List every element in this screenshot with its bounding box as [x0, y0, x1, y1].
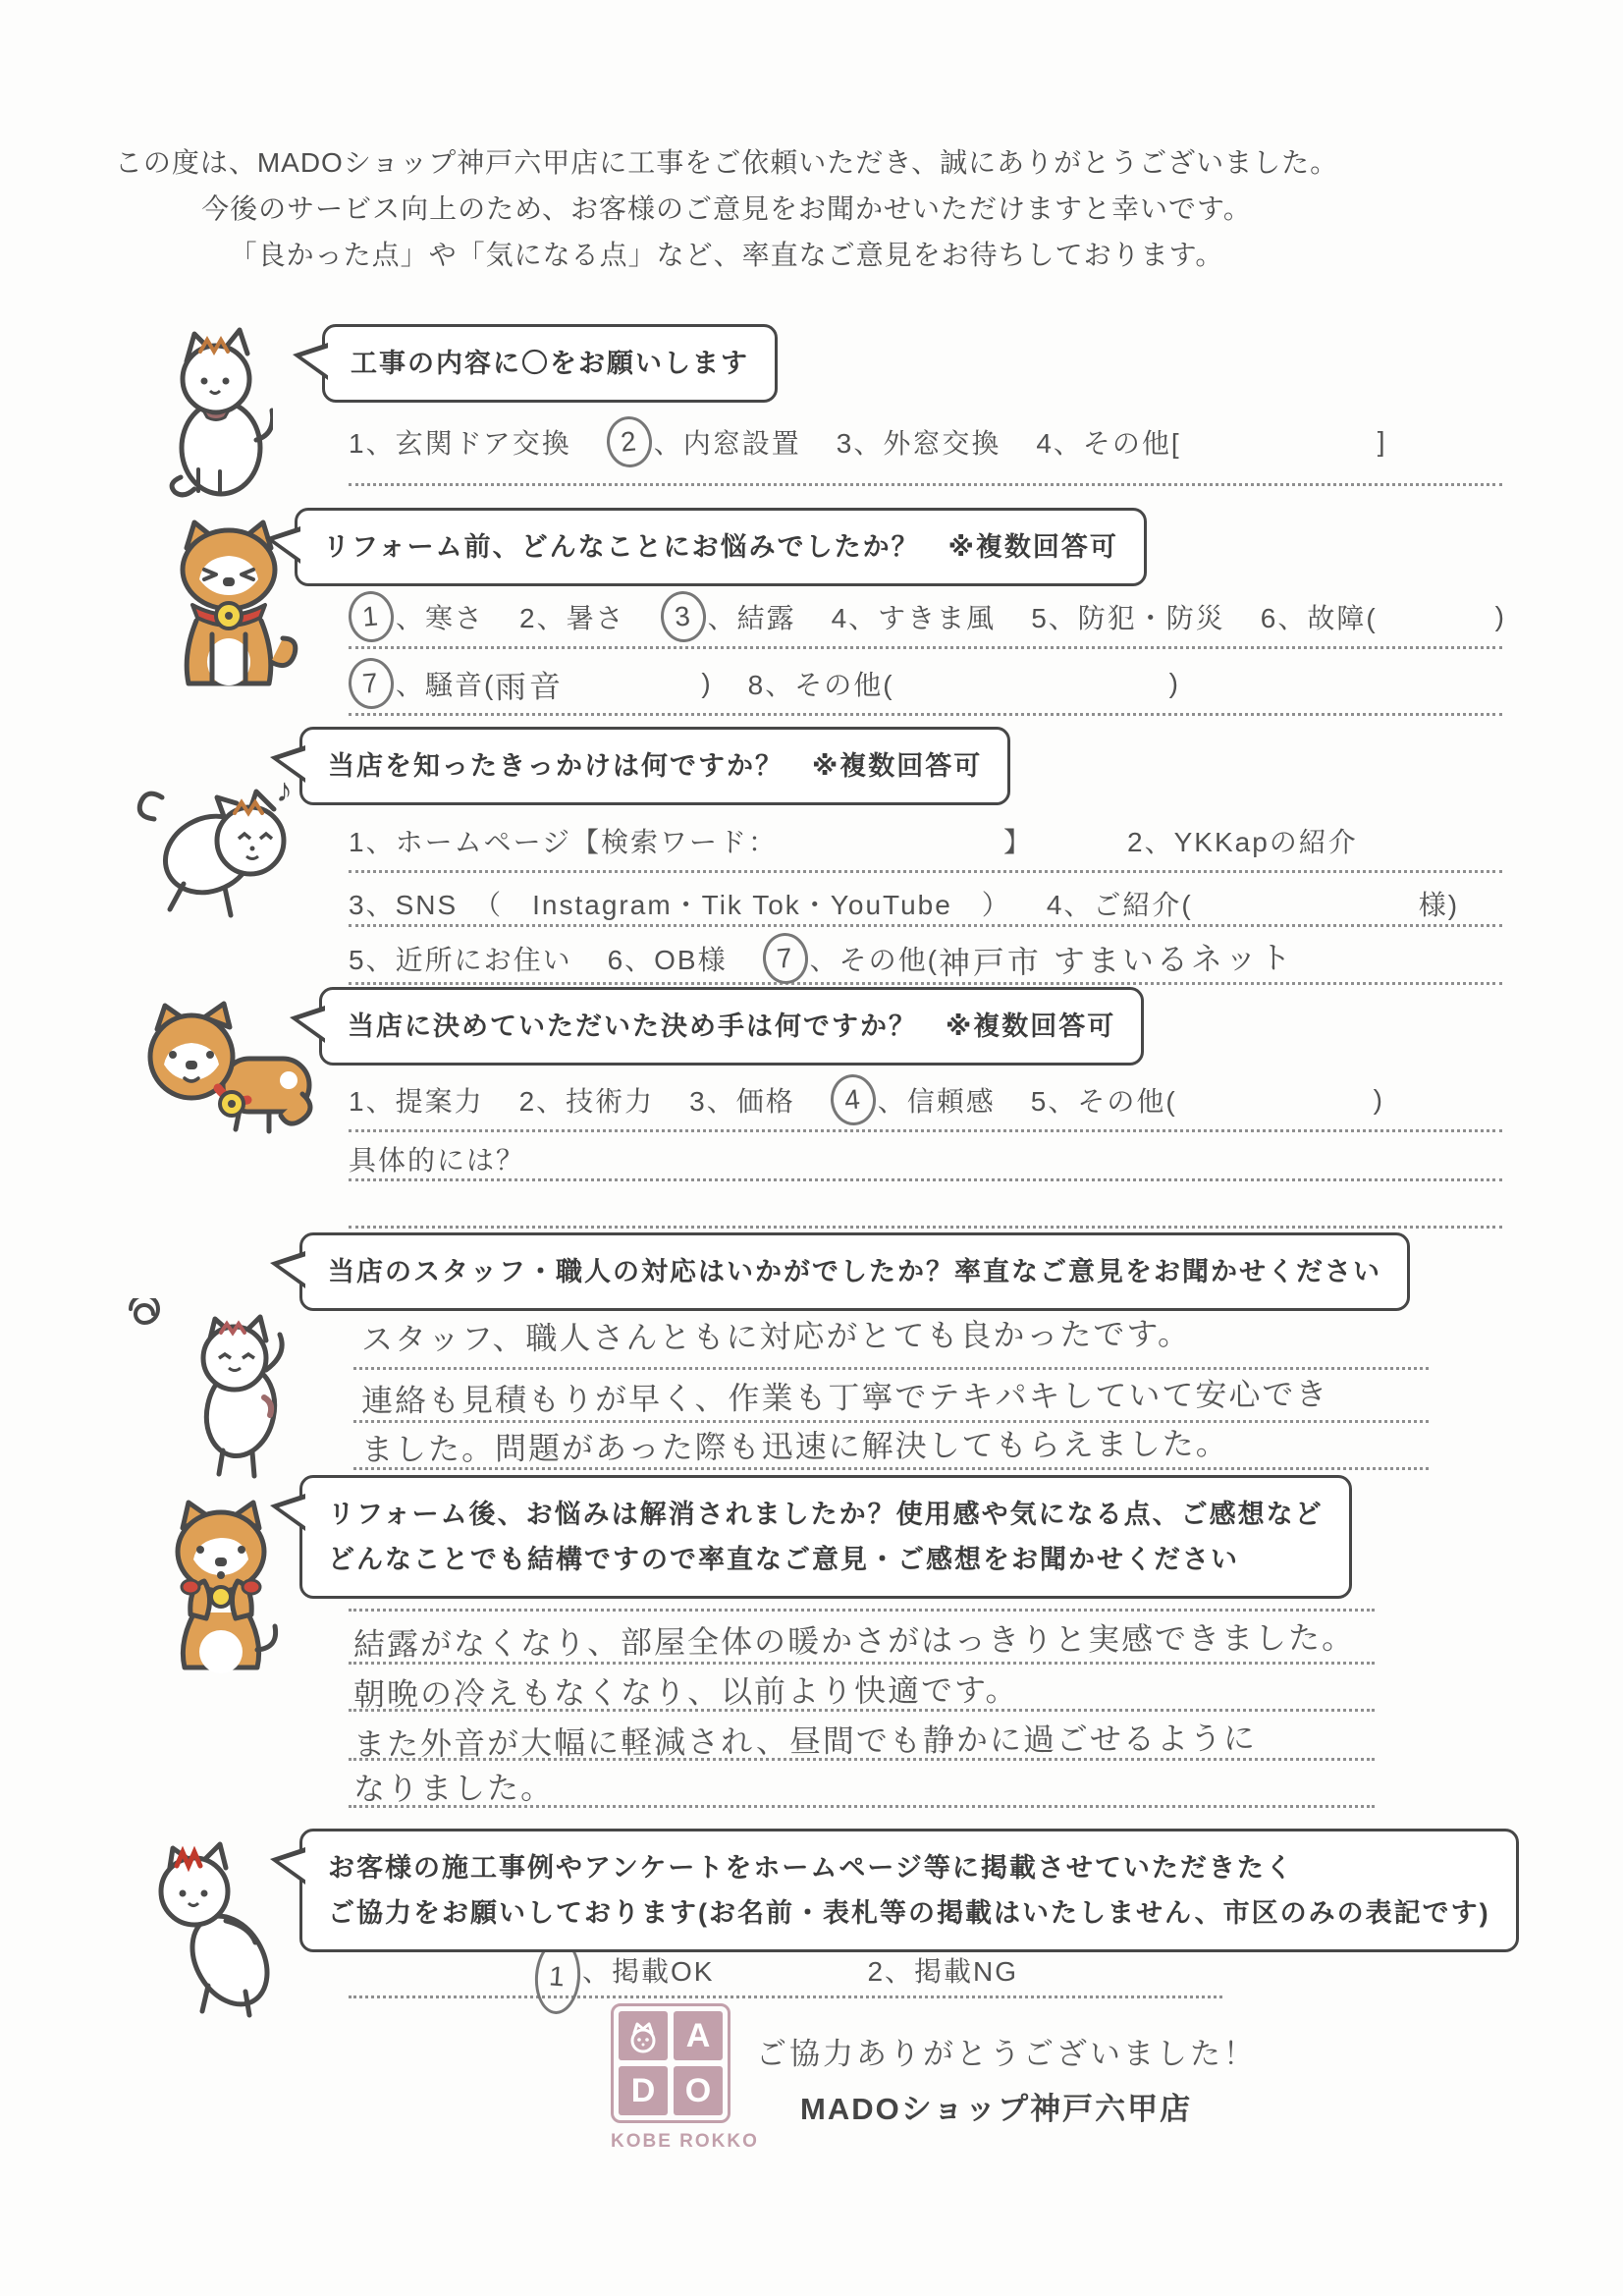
paw-pad — [182, 1580, 199, 1594]
spacer — [778, 840, 1003, 842]
option-label: 8、その他( — [747, 670, 894, 700]
spacer — [749, 1969, 867, 1971]
white-cat-looking-back-illustration — [172, 1311, 309, 1483]
answer-line — [349, 1226, 1502, 1229]
header-line-1: この度は、MADOショップ神戸六甲店に工事をご依頼いただき、誠にありがとうございました。 — [114, 147, 1339, 178]
paren-close: ) — [701, 668, 713, 698]
q7-title-line1: お客様の施工事例やアンケートをホームページ等に掲載させていただきたく — [328, 1853, 1294, 1883]
stamp-grid — [611, 2003, 730, 2123]
q5-bubble — [299, 1232, 1410, 1311]
paren-close: 様) — [1418, 890, 1460, 920]
q3-title: 当店を知ったきっかけは何ですか？ ※複数回答可 — [328, 751, 983, 781]
stamp-letter-a: A — [674, 2011, 723, 2060]
q6-title-line2: どんなことでも結構ですので率直なご意見・ご感想をお聞かせください — [328, 1545, 1239, 1574]
paren-close: ) — [1373, 1084, 1384, 1115]
swirl-doodle — [120, 1298, 165, 1339]
q6-bubble — [299, 1475, 1352, 1599]
q3-bubble — [299, 727, 1010, 805]
circled-answer: 4 — [829, 1072, 878, 1127]
circled-answer: 2 — [605, 414, 654, 469]
option-label: 2、暑さ — [519, 603, 625, 633]
handwritten-answer: 雨音 — [495, 668, 565, 705]
q2-options-row1 — [349, 589, 1506, 644]
q4-options — [349, 1072, 1384, 1127]
option-label: 2、YKKapの紹介 — [1127, 827, 1358, 857]
header-line-2: 今後のサービス向上のため、お客様のご意見をお聞かせいただけますと幸いです。 — [201, 193, 1252, 224]
white-cat-sitting-illustration — [165, 322, 273, 504]
handwritten-answer: 朝晩の冷えもなくなり、以前より快適です。 — [352, 1671, 1019, 1713]
q7-bubble — [299, 1829, 1519, 1952]
option-label: 2、技術力 — [518, 1086, 655, 1117]
option-label: 、その他( — [809, 945, 939, 975]
option-label: 、信頼感 — [877, 1086, 996, 1117]
q1-options — [349, 414, 1386, 469]
spacer — [1177, 1099, 1374, 1101]
stamp-cat-icon — [619, 2011, 668, 2060]
q7-title-line2: ご協力をお願いしております(お名前・表札等の掲載はいたしません、市区のみの表記です) — [328, 1898, 1490, 1928]
paren-close: ) — [1168, 668, 1180, 698]
paren-close: ) — [1494, 601, 1506, 631]
option-label: 1、ホームページ【検索ワード： — [349, 827, 779, 857]
q6-title-line1: リフォーム後、お悩みは解消されましたか？使用感や気になる点、ご感想など — [328, 1500, 1324, 1529]
option-label: 、掲載OK — [582, 1956, 715, 1987]
option-label: 3、価格 — [689, 1086, 795, 1117]
q4-title: 当店に決めていただいた決め手は何ですか？ ※複数回答可 — [348, 1011, 1116, 1041]
option-label: 4、その他[ — [1036, 428, 1181, 459]
option-label: 5、近所にお住い — [349, 945, 572, 975]
answer-line — [353, 1467, 1429, 1470]
option-label: 、騒音( — [396, 670, 496, 700]
q1-title: 工事の内容に〇をお願いします — [351, 349, 749, 378]
q3-options-row1 — [349, 813, 1358, 868]
option-label: 、寒さ — [396, 603, 485, 633]
circled-answer: 1 — [347, 589, 396, 644]
option-label: 、内窓設置 — [653, 428, 801, 459]
q2-options-row2 — [349, 656, 1180, 711]
answer-line — [349, 1662, 1375, 1665]
option-label: 3、外窓交換 — [836, 428, 1001, 459]
option-label: 5、その他( — [1030, 1086, 1177, 1117]
q3-options-row3 — [349, 931, 1294, 986]
circled-answer: 3 — [658, 589, 707, 644]
paw-pad — [243, 1580, 260, 1594]
circled-answer: 7 — [347, 656, 396, 711]
spacer — [1068, 840, 1127, 842]
option-label: 1、玄関ドア交換 — [349, 428, 571, 459]
bracket-close: ] — [1377, 426, 1387, 457]
answer-line — [349, 713, 1502, 716]
answer-line — [349, 646, 1502, 649]
header-greeting — [39, 139, 1414, 278]
footer-shop-name: MADOショップ神戸六甲店 — [800, 2092, 1193, 2126]
option-label: 2、掲載NG — [867, 1956, 1019, 1987]
answer-line — [349, 483, 1502, 486]
q1-bubble — [322, 324, 778, 403]
stamp-caption: KOBE ROKKO — [611, 2131, 759, 2152]
option-label: 、結露 — [707, 603, 796, 633]
circled-answer: 1 — [532, 1938, 582, 2015]
handwritten-answer: 神戸市 すまいるネット — [938, 939, 1295, 982]
option-label: 4、ご紹介( — [1046, 890, 1193, 920]
option-label: 5、防犯・防災 — [1031, 603, 1225, 633]
spacer — [1193, 902, 1419, 904]
option-label: 6、OB様 — [607, 945, 728, 975]
q3-options-row2 — [349, 876, 1459, 931]
stamp-letter-d: D — [619, 2066, 668, 2115]
q4-prompt-row — [349, 1131, 525, 1186]
bracket-close: 】 — [1003, 827, 1034, 857]
spacer — [894, 683, 1169, 684]
circled-answer: 7 — [760, 931, 809, 986]
handwritten-answer: また外音が大幅に軽減され、昼間でも静かに過ごせるように — [352, 1720, 1258, 1763]
q4-bubble — [319, 987, 1144, 1066]
footer-thanks: ご協力ありがとうございました！ — [756, 2037, 1257, 2071]
handwritten-answer: 連絡も見積もりが早く、作業も丁寧でテキパキしていて安心でき — [360, 1376, 1329, 1419]
option-label: 1、提案力 — [349, 1086, 484, 1117]
handwritten-answer: なりました。 — [352, 1770, 555, 1807]
q5-title: 当店のスタッフ・職人の対応はいかがでしたか？率直なご意見をお聞かせください — [328, 1257, 1381, 1286]
handwritten-answer: スタッフ、職人さんともに対応がとても良かったです。 — [360, 1316, 1192, 1357]
q2-bubble — [295, 508, 1147, 586]
answer-line — [349, 1758, 1375, 1761]
option-label: 6、故障( — [1260, 603, 1378, 633]
prompt-label: 具体的には？ — [349, 1145, 526, 1175]
spacer — [1378, 616, 1495, 618]
white-cat-dancing-illustration — [133, 768, 309, 950]
shop-stamp — [611, 2003, 759, 2153]
collar-bell — [211, 1587, 231, 1607]
answer-line — [349, 1709, 1375, 1712]
answer-line — [349, 870, 1502, 873]
spacer — [1181, 441, 1378, 443]
handwritten-answer: 結露がなくなり、部屋全体の暖かさがはっきりと実感できました。 — [352, 1619, 1356, 1663]
answer-line — [349, 1609, 1375, 1612]
answer-line — [349, 1805, 1375, 1808]
q2-title: リフォーム前、どんなことにお悩みでしたか？ ※複数回答可 — [323, 532, 1118, 562]
header-line-3: 「良かった点」や「気になる点」など、率直なご意見をお待ちしております。 — [229, 240, 1224, 270]
music-note-icon: ♪ — [276, 772, 293, 809]
option-label: 3、SNS （ Instagram・Tik Tok・YouTube ） — [349, 890, 1011, 920]
option-label: 4、すきま風 — [831, 603, 997, 633]
stamp-letter-o: O — [674, 2066, 723, 2115]
handwritten-answer: ました。問題があった際も迅速に解決してもらえました。 — [360, 1425, 1229, 1468]
